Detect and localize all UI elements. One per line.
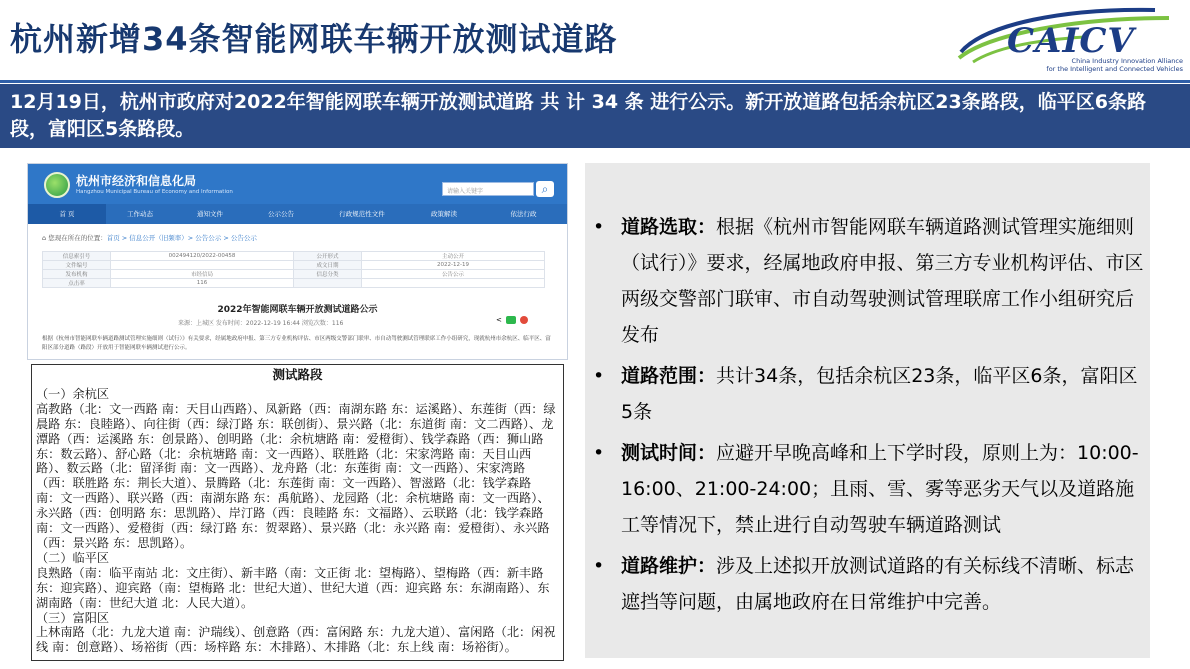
magnifier-icon[interactable]: ⌕ <box>536 181 554 197</box>
table-row: 文件编号 成文日期 2022-12-19 <box>43 261 545 270</box>
list-item: • 道路范围：共计34条，包括余杭区23条，临平区6条，富阳区5条 <box>593 358 1145 430</box>
site-name-en: Hangzhou Municipal Bureau of Economy and Information <box>76 189 233 195</box>
wechat-icon[interactable] <box>506 316 516 324</box>
banner-rule <box>0 80 1190 83</box>
table-row: 信息索引号 002494120/2022-00458 公开形式 主动公开 <box>43 252 545 261</box>
breadcrumb: ⌂ 您现在所在的位置：首页 > 信息公开（旧频率）> 公告公示 > 公告公示 <box>42 234 257 242</box>
district-heading: （二）临平区 <box>36 550 110 565</box>
bullet-list <box>593 209 1145 625</box>
info-panel <box>585 163 1150 658</box>
list-item: • 道路选取：根据《杭州市智能网联车辆道路测试管理实施细则（试行）》要求，经属地政府申报、第三方专业机构评估、市区两级交警部门联审、市自动驾驶测试管理联席工作小组研究后发布 <box>593 209 1145 353</box>
nav-announcements[interactable]: 公示公告 <box>268 210 294 218</box>
breadcrumb-links[interactable]: 首页 > 信息公开（旧频率）> 公告公示 > 公告公示 <box>106 234 257 242</box>
list-item: • 道路维护：涉及上述拟开放测试道路的有关标线不清晰、标志遮挡等问题，由属地政府在日常维护中完善。 <box>593 548 1145 620</box>
table-row: 发布机构 市经信局 信息分类 公告公示 <box>43 270 545 279</box>
notice-title: 2022年智能网联车辆开放测试道路公示 <box>217 305 378 315</box>
logo-subtitle: China Industry Innovation Alliance for the Intelligent and Connected Vehicles <box>1046 57 1183 73</box>
home-icon: ⌂ <box>42 234 49 242</box>
site-emblem-icon <box>44 172 70 198</box>
nav-work-news[interactable]: 工作动态 <box>127 210 153 218</box>
bullet-icon: • <box>593 365 605 387</box>
meta-table <box>42 251 545 288</box>
nav-law[interactable]: 依法行政 <box>510 210 537 218</box>
site-nav <box>28 204 567 224</box>
notice-body: 根据《杭州市智能网联车辆道路测试管理实施细则（试行）》有关要求，经属地政府申报、第三方专业机构评估、市区两级交警部门联审、市自动驾驶测试管理联席工作小组研究，现就杭州市余杭区、临平区、富阳区部分道路（路段）开放用于智能网联车辆测试进行公示。 <box>42 336 551 351</box>
list-item: • 测试时间：应避开早晚高峰和上下学时段，原则上为：10:00-16:00、21:00-24:00；且雨、雪、雾等恶劣天气以及道路施工等情况下，禁止进行自动驾驶车辆道路测试 <box>593 435 1145 543</box>
road-list-text: 上林南路（北：九龙大道 南：沪瑞线）、创意路（西：富闲路 东：九龙大道）、富闲路（北：闲祝线 南：创意路）、场裕街（西：场梓路 东：木排路）、木排路（北：东上线 南：场裕街）。 <box>36 625 556 655</box>
notice-meta: 来源：上城区 发布时间：2022-12-19 16:44 浏览次数：116 <box>178 320 344 327</box>
share-icon[interactable]: < <box>496 316 502 324</box>
bullet-icon: • <box>593 555 605 577</box>
site-search-input[interactable]: 请输入关键字 <box>442 182 534 196</box>
table-row: 点击率 116 <box>43 279 545 288</box>
district-heading: （一）余杭区 <box>36 386 110 401</box>
summary-banner: 12月19日，杭州市政府对2022年智能网联车辆开放测试道路 共 计 34 条 进行公示。新开放道路包括余杭区23条路段，临平区6条路段，富阳区5条路段。 <box>0 84 1190 148</box>
bullet-icon: • <box>593 442 605 464</box>
share-bar <box>496 316 528 324</box>
nav-notice-files[interactable]: 通知文件 <box>197 210 223 218</box>
bullet-icon: • <box>593 216 605 238</box>
website-screenshot <box>27 163 568 360</box>
weibo-icon[interactable] <box>520 316 528 324</box>
site-header <box>28 164 567 204</box>
caicv-logo <box>955 4 1187 76</box>
nav-policy[interactable]: 政策解读 <box>431 210 457 218</box>
slide-title: 杭州新增34条智能网联车辆开放测试道路 <box>10 20 618 58</box>
site-name: 杭州市经济和信息化局 <box>76 174 197 188</box>
logo-word: CAICV <box>1007 21 1135 61</box>
road-list-title: 测试路段 <box>272 367 323 382</box>
nav-home[interactable]: 首 页 <box>28 204 106 224</box>
road-list-text: 高教路（北：文一西路 南：天目山西路）、凤新路（西：南湖东路 东：运溪路）、东莲街（西：绿晨路 东：良睦路）、向往街（西：绿汀路 东：联创街）、景兴路（北：东道街 南：文二西路）、龙潭路（西：运溪路 东：创景路）、创明路（北：余杭塘路 南：爱橙街）、钱学森路（西：狮山路 东：数云路）、舒心路（北：余杭塘路 南：文一西路）、联胜路（北：宋家湾路 南：天目山西路）、数云路（北：留泽街 南：文一西路）、龙舟路（北：东莲街 南：文一西路）、宋家湾路（西：联胜路 东：荆长大道）、景腾路（北：东莲街 南：文一西路）、智滋路（北：钱学森路 南：文一西路）、联兴路（西：南湖东路 东：禹航路）、龙园路（北：余杭塘路 南：文一西路）、永兴路（西：创明路 东：思凯路）、岸汀路（西：良睦路 东：文福路）、云联路（北：钱学森路 南：文一西路）、爱橙街（西：绿汀路 东：贺翠路）、景兴路（北：永兴路 南：爱橙街）、永兴路（西：景兴路 东：思凯路）。 <box>36 401 556 550</box>
road-list-text: 良熟路（南：临平南站 北：文庄街）、新丰路（南：文正街 北：望梅路）、望梅路（西：新丰路 东：迎宾路）、迎宾路（南：望梅路 北：世纪大道）、世纪大道（西：迎宾路 东：东湖南路）、东湖南路（南：世纪大道 北：人民大道）。 <box>36 565 550 610</box>
district-heading: （三）富阳区 <box>36 610 110 625</box>
road-list-box <box>31 364 564 661</box>
nav-normative-docs[interactable]: 行政规范性文件 <box>339 210 385 218</box>
